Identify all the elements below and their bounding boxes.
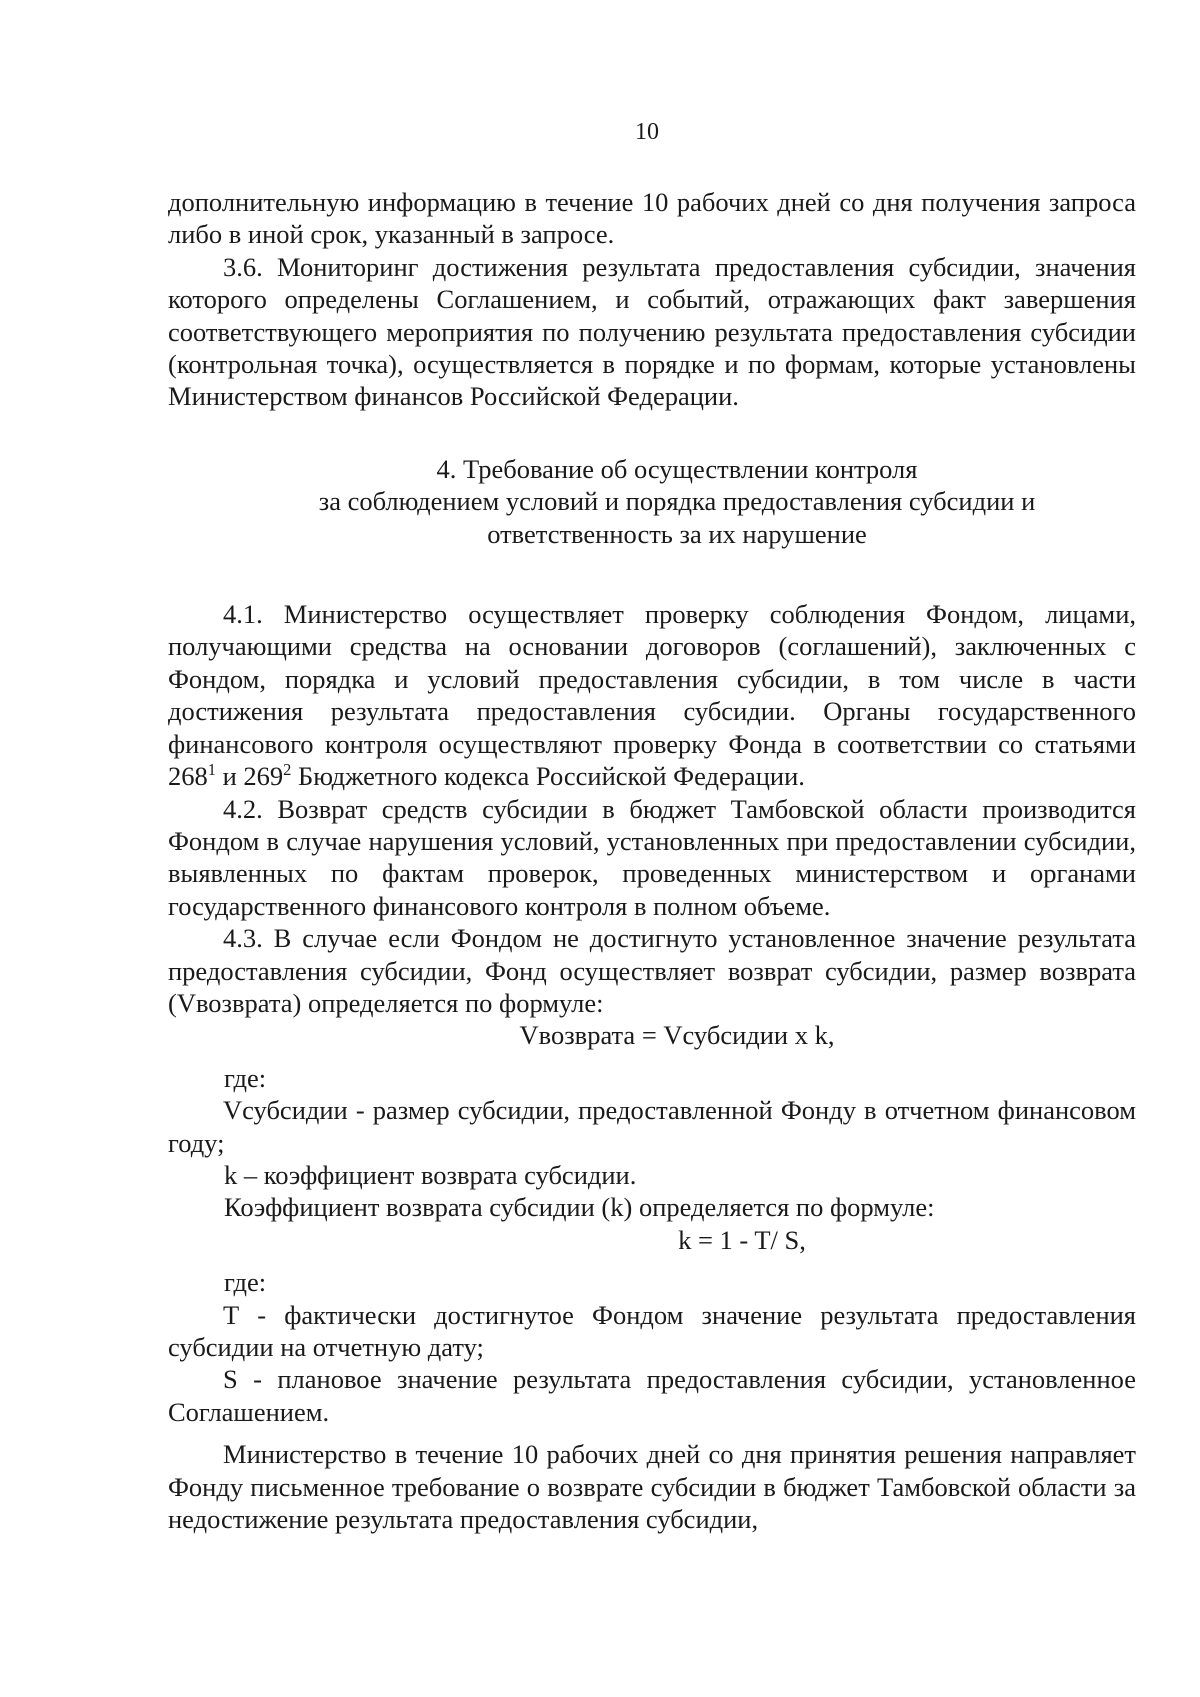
paragraph-4-1-text-c: Бюджетного кодекса Российской Федерации.	[291, 761, 805, 792]
definition-s: S - плановое значение результата предоставления субсидии, установленное Соглашением.	[168, 1364, 1136, 1427]
where-label-1: где:	[224, 1062, 267, 1093]
k-formula-intro: Коэффициент возврата субсидии (k) определяется по формуле:	[224, 1192, 935, 1223]
paragraph-4-1-text-b: и 269	[215, 761, 284, 792]
superscript-1: 1	[207, 760, 216, 780]
definition-v-subsidy: Vсубсидии - размер субсидии, предоставленной Фонду в отчетном финансовом году;	[168, 1095, 1136, 1158]
definition-t: Т - фактически достигнутое Фондом значение результата предоставления субсидии на отчетную дату;	[168, 1299, 1136, 1362]
paragraph-4-1	[168, 598, 1136, 792]
formula-return-amount: Vвозврата = Vсубсидии x k,	[519, 1020, 835, 1051]
paragraph-continuation: дополнительную информацию в течение 10 рабочих дней со дня получения запроса либо в иной срок, указанный в запросе.	[168, 187, 1136, 250]
section-4-heading-line-1: 4. Требование об осуществлении контроля	[436, 453, 918, 484]
paragraph-4-1-text-a: 4.1. Министерство осуществляет проверку соблюдения Фондом, лицами, получающими средства на основании договоров (соглашений), заключенных с Фондом, порядка и условий предоставления субсидии, в том числе в части достижения результата предоставления субсидии. Органы государственного финансового контроля осуществляют проверку Фонда в соответствии со статьями 268	[168, 599, 1136, 792]
formula-coefficient: k = 1 - T/ S,	[678, 1224, 806, 1255]
where-label-2: где:	[224, 1267, 267, 1298]
document-page	[168, 118, 1136, 1535]
paragraph-4-3: 4.3. В случае если Фондом не достигнуто установленное значение результата предоставления субсидии, Фонд осуществляет возврат субсидии, размер возврата (Vвозврата) определяется по формуле:	[168, 923, 1136, 1018]
page-number: 10	[635, 119, 659, 145]
section-4-heading-line-3: ответственность за их нарушение	[487, 518, 867, 549]
definition-k: k – коэффициент возврата субсидии.	[224, 1159, 637, 1190]
section-4-heading	[168, 453, 1136, 550]
paragraph-final: Министерство в течение 10 рабочих дней со дня принятия решения направляет Фонду письменное требование о возврате субсидии в бюджет Тамбовской области за недостижение результата предоставления субсидии,	[168, 1439, 1136, 1535]
superscript-2: 2	[283, 760, 292, 780]
paragraph-4-2: 4.2. Возврат средств субсидии в бюджет Тамбовской области производится Фондом в случае нарушения условий, установленных при предоставлении субсидии, выявленных по фактам проверок, проведенных министерством и органами государственного финансового контроля в полном объеме.	[168, 793, 1136, 921]
section-4-heading-line-2: за соблюдением условий и порядка предоставления субсидии и	[318, 486, 1036, 517]
paragraph-3-6: 3.6. Мониторинг достижения результата предоставления субсидии, значения которого определены Соглашением, и событий, отражающих факт завершения соответствующего мероприятия по получению результата предоставления субсидии (контрольная точка), осуществляется в порядке и по формам, которые установлены Министерством финансов Российской Федерации.	[168, 251, 1136, 412]
